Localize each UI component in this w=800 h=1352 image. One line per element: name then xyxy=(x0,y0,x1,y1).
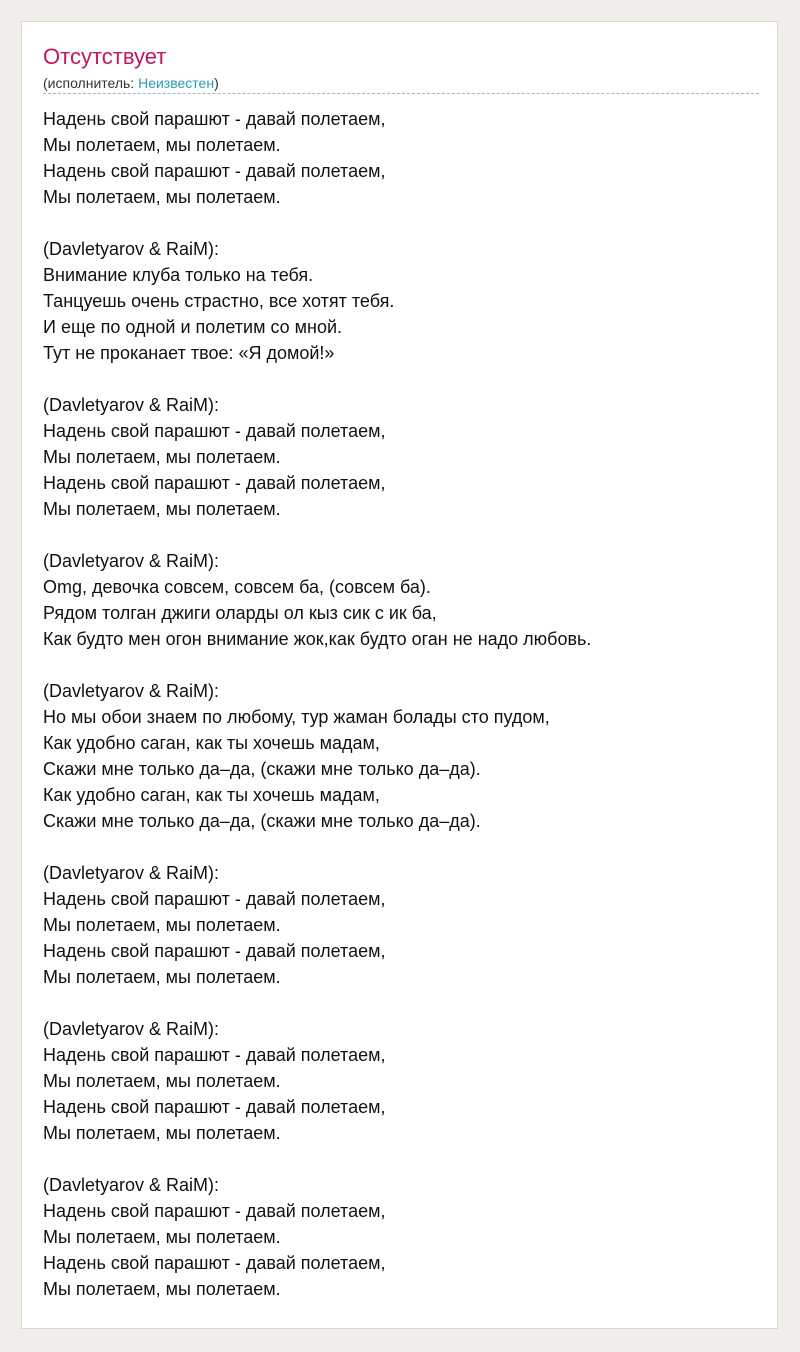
lyric-line: (Davletyarov & RaiM): xyxy=(43,863,220,883)
lyric-line: Надень свой парашют - давай полетаем, xyxy=(43,1097,386,1117)
lyric-line: Но мы обои знаем по любому, тур жаман болады сто пудом, xyxy=(43,707,550,727)
lyric-line: Мы полетаем, мы полетаем. xyxy=(43,447,281,467)
lyric-line: Надень свой парашют - давай полетаем, xyxy=(43,1201,386,1221)
lyric-blank-line xyxy=(43,366,759,392)
lyric-blank-line xyxy=(43,990,759,1016)
lyric-line: (Davletyarov & RaiM): xyxy=(43,1019,220,1039)
lyric-line: Мы полетаем, мы полетаем. xyxy=(43,1123,281,1143)
lyric-blank-line xyxy=(43,522,759,548)
lyric-line: И еще по одной и полетим со мной. xyxy=(43,317,343,337)
lyric-line: Танцуешь очень страстно, все хотят тебя. xyxy=(43,291,395,311)
lyrics-text xyxy=(43,106,759,1302)
artist-link[interactable]: Неизвестен xyxy=(138,75,215,91)
lyric-line: Скажи мне только да–да, (скажи мне только да–да). xyxy=(43,759,481,779)
lyrics-card xyxy=(21,21,778,1329)
lyric-line: (Davletyarov & RaiM): xyxy=(43,395,220,415)
lyric-line: (Davletyarov & RaiM): xyxy=(43,1175,220,1195)
lyric-line: Рядом толган джиги оларды ол кыз сик с ик ба, xyxy=(43,603,437,623)
lyric-line: Надень свой парашют - давай полетаем, xyxy=(43,1253,386,1273)
lyric-line: Мы полетаем, мы полетаем. xyxy=(43,187,281,207)
lyric-line: Внимание клуба только на тебя. xyxy=(43,265,314,285)
lyric-line: Скажи мне только да–да, (скажи мне только да–да). xyxy=(43,811,481,831)
artist-line xyxy=(43,73,759,93)
lyric-line: Надень свой парашют - давай полетаем, xyxy=(43,109,386,129)
lyric-line: Мы полетаем, мы полетаем. xyxy=(43,499,281,519)
song-title: Отсутствует xyxy=(43,44,167,69)
lyric-line: Надень свой парашют - давай полетаем, xyxy=(43,161,386,181)
lyric-blank-line xyxy=(43,834,759,860)
lyric-line: Как удобно саган, как ты хочешь мадам, xyxy=(43,785,380,805)
lyric-line: Тут не проканает твое: «Я домой!» xyxy=(43,343,335,363)
lyric-blank-line xyxy=(43,1146,759,1172)
lyric-line: Мы полетаем, мы полетаем. xyxy=(43,135,281,155)
lyric-line: (Davletyarov & RaiM): xyxy=(43,551,220,571)
lyric-line: Omg, девочка совсем, совсем ба, (совсем ба). xyxy=(43,577,431,597)
song-header xyxy=(43,42,759,93)
lyric-line: Надень свой парашют - давай полетаем, xyxy=(43,473,386,493)
lyric-line: (Davletyarov & RaiM): xyxy=(43,239,220,259)
lyric-line: Как будто мен огон внимание жок,как будто оган не надо любовь. xyxy=(43,629,592,649)
lyric-line: Мы полетаем, мы полетаем. xyxy=(43,1279,281,1299)
lyric-line: Мы полетаем, мы полетаем. xyxy=(43,1227,281,1247)
lyric-line: Как удобно саган, как ты хочешь мадам, xyxy=(43,733,380,753)
lyric-line: Мы полетаем, мы полетаем. xyxy=(43,967,281,987)
artist-prefix: (исполнитель: xyxy=(43,75,139,91)
lyric-line: Надень свой парашют - давай полетаем, xyxy=(43,1045,386,1065)
artist-suffix: ) xyxy=(214,75,219,91)
lyric-line: Мы полетаем, мы полетаем. xyxy=(43,915,281,935)
lyric-blank-line xyxy=(43,210,759,236)
lyric-line: Мы полетаем, мы полетаем. xyxy=(43,1071,281,1091)
header-divider xyxy=(43,93,759,94)
lyric-blank-line xyxy=(43,652,759,678)
lyric-line: Надень свой парашют - давай полетаем, xyxy=(43,941,386,961)
lyric-line: (Davletyarov & RaiM): xyxy=(43,681,220,701)
lyric-line: Надень свой парашют - давай полетаем, xyxy=(43,421,386,441)
lyric-line: Надень свой парашют - давай полетаем, xyxy=(43,889,386,909)
